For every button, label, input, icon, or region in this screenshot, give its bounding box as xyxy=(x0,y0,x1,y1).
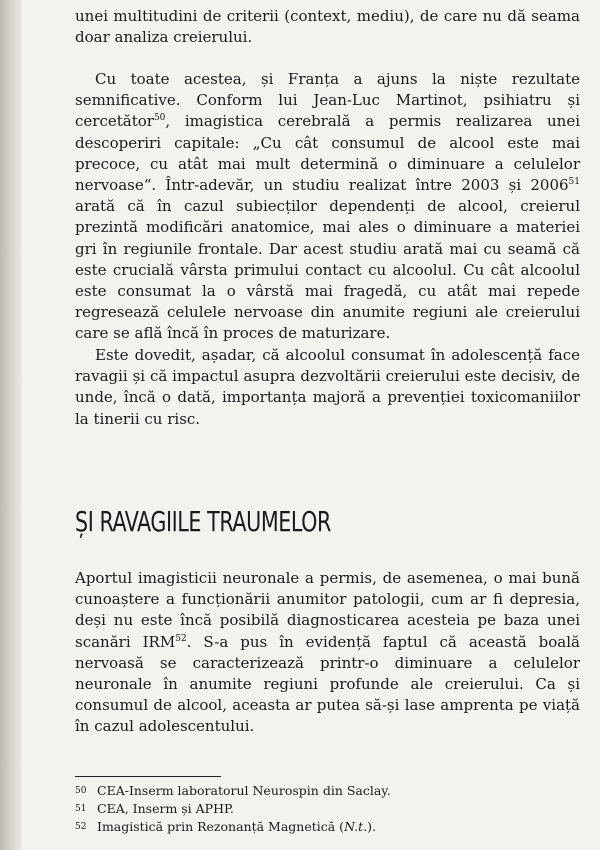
paragraph-text: Aportul imagisticii neuronale a permis, de asemenea, o mai bună cunoaștere a funcționării anumitor patologii, cum ar fi depresia, deși nu este încă posibilă diagnosticarea acesteia pe baza unei scanări IRM xyxy=(75,569,580,651)
footnote-item xyxy=(75,800,580,818)
footnote-text: CEA-Inserm laboratorul Neurospin din Saclay. xyxy=(97,783,391,798)
footnote-number: 51 xyxy=(75,804,87,814)
paragraph-text: , imagistica cerebrală a permis realizarea unei descoperiri capitale: „Cu cât consumul de alcool este mai precoce, cu atât mai mult determină o diminuare a celulelor nervoase“. Într-adevăr, un studiu realizat între 2003 și 2006 xyxy=(75,112,580,195)
section-heading: ȘI RAVAGIILE TRAUMELOR xyxy=(75,505,331,539)
footnotes xyxy=(75,782,580,836)
footnote-item xyxy=(75,782,580,800)
footnote-text-part: Imagistică prin Rezonanță Magnetică ( xyxy=(97,819,345,834)
paragraph-text: arată că în cazul subiecților dependenți de alcool, creierul prezintă modificări anatomice, mai ales o diminuare a materiei gri în regiunile frontale. Dar acest studiu arată mai cu seamă că este crucială vârsta primului contact cu alcoolul. Cu cât alcoolul este consumat la o vârstă mai fragedă, cu atât mai repede regresează celulele nervoase din anumite regiuni ale creierului care se află încă în proces de maturizare. xyxy=(75,197,580,343)
footnote-text-part: ). xyxy=(367,819,377,834)
paragraph-text: . S-a pus în evidență faptul că această boală nervoasă se caracterizează printr-o diminuare a celulelor neuronale în anumite regiuni profunde ale creierului. Ca și consumul de alcool, aceasta ar putea să-și lase amprenta pe viață în cazul adolescentului. xyxy=(75,632,580,736)
footnote-number: 52 xyxy=(75,822,87,832)
footnote-number: 50 xyxy=(75,786,87,796)
footnote-ref: 52 xyxy=(175,633,187,644)
footnote-ref: 51 xyxy=(568,177,580,188)
footnote-item xyxy=(75,818,580,836)
paragraph-martinot xyxy=(75,69,580,345)
paragraph-intro: unei multitudini de criterii (context, mediu), de care nu dă seama doar analiza creierului. xyxy=(75,7,580,47)
footnote-ref: 50 xyxy=(153,113,166,124)
footnote-text-italic: N.t. xyxy=(344,819,368,834)
footnote-text: CEA, Inserm și APHP. xyxy=(97,801,234,816)
paragraph-conclusion: Este dovedit, așadar, că alcoolul consumat în adolescență face ravagii și că impactul asupra dezvoltării creierului este decisiv, de unde, încă o dată, importanța majoră a prevenției toxicomaniilor la tinerii cu risc. xyxy=(75,346,580,428)
paragraph-imaging xyxy=(75,568,580,738)
footnote-text xyxy=(97,818,580,836)
book-gutter xyxy=(0,0,22,850)
paragraph-text: Cu toate acestea, și Franța a ajuns la niște rezultate semnificative. Conform lui Jean-Luc Martinot, psihiatru și cercetător xyxy=(75,70,580,131)
footnote-divider xyxy=(75,776,221,777)
